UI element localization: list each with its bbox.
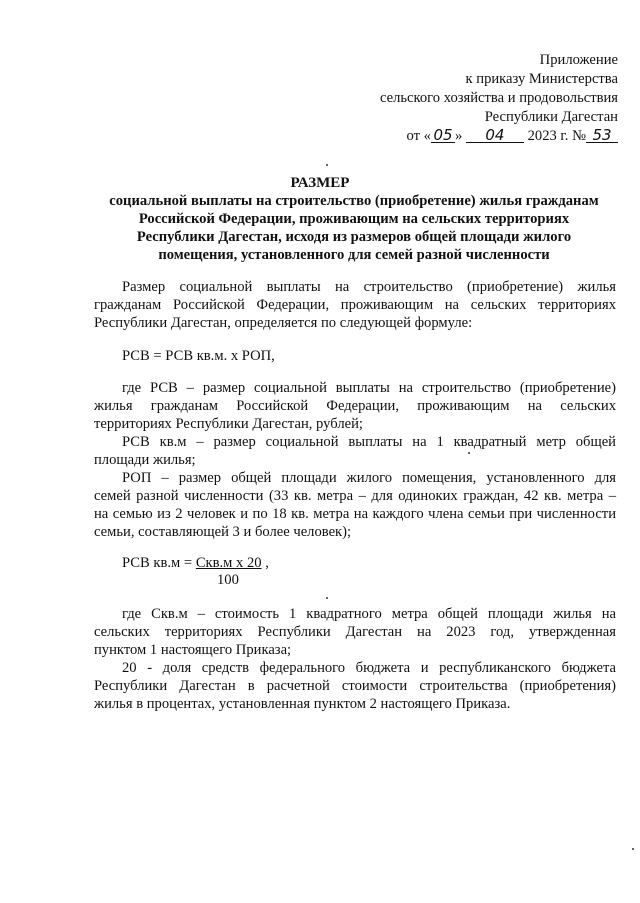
definition-share-line-2: Республики Дагестан в расчетной стоимости строительства (приобретения) xyxy=(94,678,616,694)
formula-denominator: 100 xyxy=(217,572,239,588)
order-reference: к приказу Министерства xyxy=(465,71,618,87)
scan-speck xyxy=(326,597,328,599)
ministry-name: сельского хозяйства и продовольствия xyxy=(379,90,618,106)
intro-line-2: гражданам Российской Федерации, проживающим на сельских территориях xyxy=(94,297,616,313)
date-day: 05 xyxy=(431,128,455,143)
formula-left: РСВ кв.м = xyxy=(122,555,196,571)
date-year: 2023 г. № xyxy=(527,128,586,144)
formula-numerator: Скв.м х 20 xyxy=(195,555,262,571)
definition-share-line-1: 20 - доля средств федерального бюджета и республиканского бюджета xyxy=(122,660,616,676)
intro-line-1: Размер социальной выплаты на строительство (приобретение) жилья xyxy=(122,279,616,295)
date-mid: » xyxy=(454,128,463,144)
order-date-line xyxy=(407,128,618,145)
definition-rop-line-4: семьи, составляющей 3 и более человек); xyxy=(94,524,352,540)
scan-speck xyxy=(326,164,328,166)
formula-rsv-sqm xyxy=(122,555,269,572)
definition-rop-line-2: семей разной численности (33 кв. метра – для одиноких граждан, 42 кв. метра – xyxy=(94,488,616,504)
definition-rop-line-3: на семью из 2 человек и по 18 кв. метра на каждого члена семьи при численности xyxy=(94,506,616,522)
appendix-label: Приложение xyxy=(539,52,618,68)
definition-rsv-sqm-line-2: площади жилья; xyxy=(94,452,196,468)
order-number: 53 xyxy=(586,128,618,143)
title-line-4: помещения, установленного для семей разной численности xyxy=(158,247,550,263)
intro-line-3: Республики Дагестан, определяется по следующей формуле: xyxy=(94,315,473,331)
formula-main: РСВ = РСВ кв.м. х РОП, xyxy=(122,348,275,364)
definition-rsv-sqm-line-1: РСВ кв.м – размер социальной выплаты на 1 квадратный метр общей xyxy=(122,434,616,450)
scan-speck xyxy=(468,452,470,454)
definition-rsv-line-2: жилья гражданам Российской Федерации, проживающим на сельских xyxy=(94,398,616,414)
title-line-3: Республики Дагестан, исходя из размеров общей площади жилого xyxy=(136,229,572,245)
definition-rsv-line-3: территориях Республики Дагестан, рублей; xyxy=(94,416,363,432)
definition-share-line-3: жилья в процентах, установленная пунктом 2 настоящего Приказа. xyxy=(94,696,511,712)
title-line-2: Российской Федерации, проживающим на сельских территориях xyxy=(138,211,570,227)
formula-right: , xyxy=(261,555,269,571)
scan-speck xyxy=(632,848,634,850)
republic-name: Республики Дагестан xyxy=(484,109,618,125)
date-prefix: от « xyxy=(406,128,431,144)
definition-rop-line-1: РОП – размер общей площади жилого помещения, установленного для xyxy=(122,470,616,486)
definition-cost-line-3: пунктом 1 настоящего Приказа; xyxy=(94,642,292,658)
document-title: РАЗМЕР xyxy=(290,175,350,191)
definition-cost-line-2: сельских территориях Республики Дагестан на 2023 год, утвержденная xyxy=(94,624,616,640)
title-line-1: социальной выплаты на строительство (приобретение) жилья гражданам xyxy=(109,193,599,209)
date-month: 04 xyxy=(466,128,524,143)
definition-rsv-line-1: где РСВ – размер социальной выплаты на строительство (приобретение) xyxy=(122,380,616,396)
definition-cost-line-1: где Скв.м – стоимость 1 квадратного метра общей площади жилья на xyxy=(122,606,616,622)
